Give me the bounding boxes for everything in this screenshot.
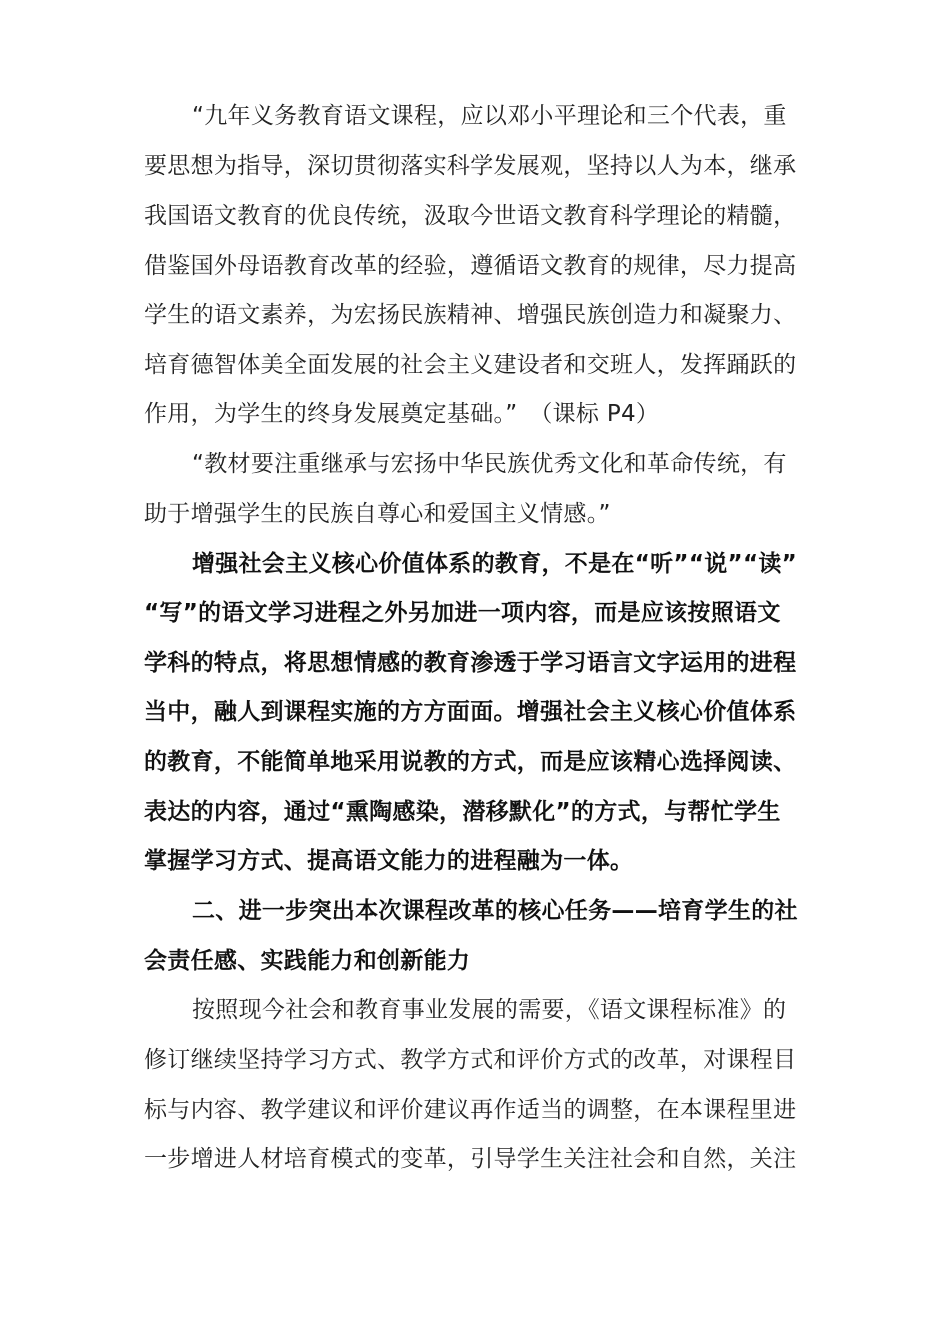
section-heading-line-2: 会责任感、实践能力和创新能力 [144, 948, 471, 974]
bold-paragraph-line-3: 学科的特点，将思想情感的教育渗透于学习语言文字运用的进程 [144, 650, 797, 676]
quote-1-line-7: 作用，为学生的终身发展奠定基础。” （课标 P4） [144, 401, 660, 427]
bold-paragraph-line-7: 掌握学习方式、提高语文能力的进程融为一体。 [144, 848, 634, 874]
quote-2-line-2: 助于增强学生的民族自尊心和爱国主义情感。” [144, 501, 611, 527]
quote-1-line-1: “九年义务教育语文课程，应以邓小平理论和三个代表，重 [192, 103, 787, 129]
section-heading-line-1: 二、进一步突出本次课程改革的核心任务——培育学生的社 [192, 898, 798, 924]
bold-paragraph-line-5: 的教育，不能简单地采用说教的方式，而是应该精心选择阅读、 [144, 749, 797, 775]
body-paragraph-line-1: 按照现今社会和教育事业发展的需要，《语文课程标准》的 [192, 997, 787, 1023]
body-paragraph-line-4: 一步增进人材培育模式的变革，引导学生关注社会和自然，关注 [144, 1146, 797, 1172]
quote-1-line-6: 培育德智体美全面发展的社会主义建设者和交班人，发挥踊跃的 [144, 352, 797, 378]
quote-1-line-2: 要思想为指导，深切贯彻落实科学发展观，坚持以人为本，继承 [144, 153, 797, 179]
bold-paragraph-line-1: 增强社会主义核心价值体系的教育，不是在“听”“说”“读” [192, 551, 798, 577]
quote-1-line-4: 借鉴国外母语教育改革的经验，遵循语文教育的规律，尽力提高 [144, 253, 797, 279]
bold-paragraph-line-4: 当中，融人到课程实施的方方面面。增强社会主义核心价值体系 [144, 699, 797, 725]
bold-paragraph-line-6: 表达的内容，通过“熏陶感染，潜移默化”的方式，与帮忙学生 [144, 799, 781, 825]
body-paragraph-line-2: 修订继续坚持学习方式、教学方式和评价方式的改革，对课程目 [144, 1047, 797, 1073]
quote-2-line-1: “教材要注重继承与宏扬中华民族优秀文化和革命传统，有 [192, 451, 787, 477]
body-paragraph-line-3: 标与内容、教学建议和评价建议再作适当的调整，在本课程里进 [144, 1097, 797, 1123]
quote-1-line-5: 学生的语文素养，为宏扬民族精神、增强民族创造力和凝聚力、 [144, 302, 797, 328]
bold-paragraph-line-2: “写”的语文学习进程之外另加进一项内容，而是应该按照语文 [144, 600, 781, 626]
quote-1-line-3: 我国语文教育的优良传统，汲取今世语文教育科学理论的精髓， [144, 203, 797, 229]
